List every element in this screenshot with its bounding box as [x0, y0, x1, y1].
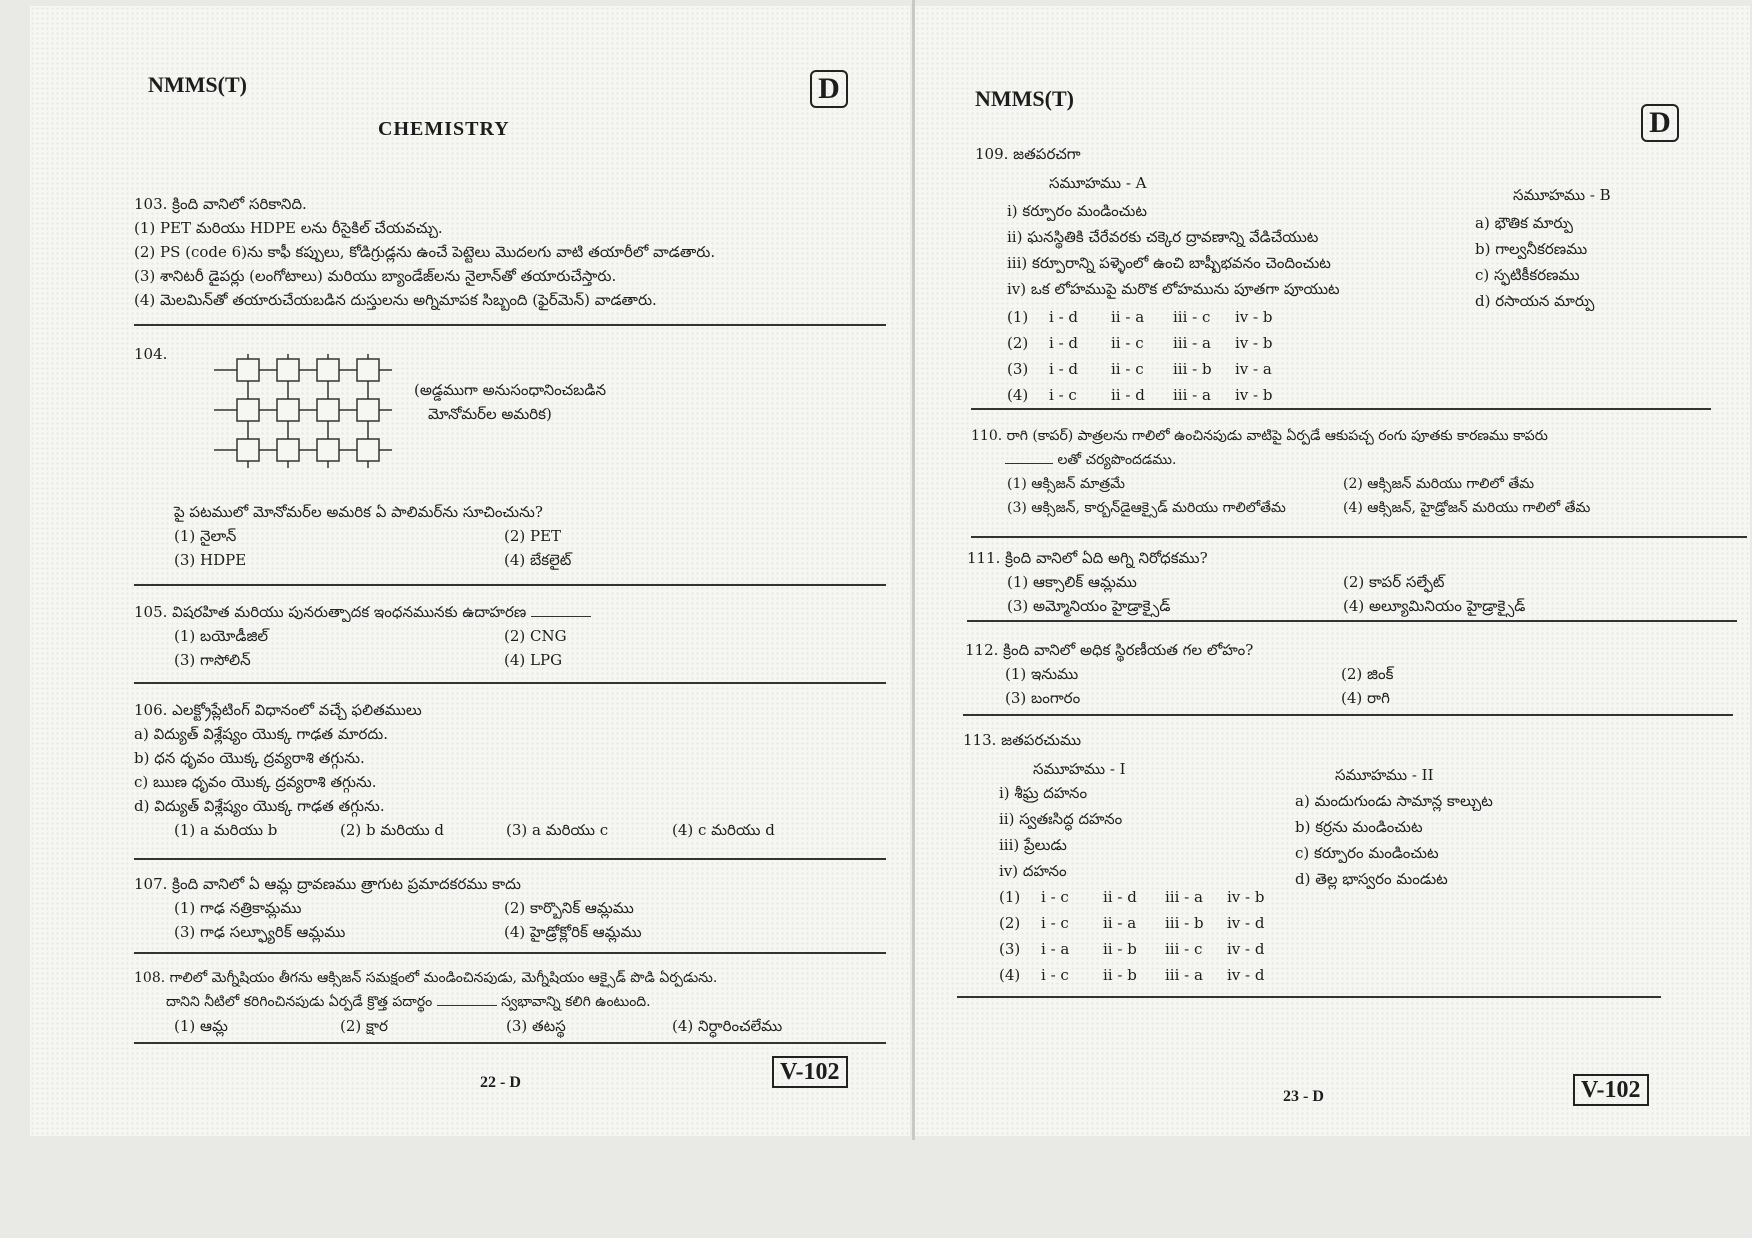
booklet-code: V-102: [772, 1056, 848, 1088]
option: (4) అల్యూమినియం హైడ్రాక్సైడ్: [1343, 597, 1526, 615]
list-item: iv) ఒక లోహముపై మరొక లోహమును పూతగా పూయుట: [1007, 280, 1340, 298]
question-107: [134, 872, 894, 944]
option: (4) బేకలైట్: [504, 551, 572, 569]
option: (2) క్షార: [340, 1017, 388, 1035]
question-stem: 107. క్రింది వానిలో ఏ ఆమ్ల ద్రావణము త్రాగుట ప్రమాదకరము కాదు: [134, 875, 521, 893]
exam-header: NMMS(T): [148, 72, 247, 97]
option: (3) a మరియు c: [506, 821, 609, 839]
group-a-list: [1007, 198, 1477, 302]
option: (3) గాసోలిన్: [174, 651, 251, 669]
option: (2) PS (code 6)ను కాఫీ కప్పులు, కోడిగ్రుడ్లను ఉంచే పెట్టెలు మొదలగు వాటి తయారీలో వాడతారు.: [134, 243, 716, 261]
list-item: c) స్ఫటికీకరణము: [1475, 266, 1580, 284]
divider: [971, 408, 1711, 410]
option: (1) గాఢ నత్రికామ్లము: [174, 899, 302, 917]
option: (4) i - c ii - b iii - a iv - d: [999, 966, 1265, 984]
divider: [134, 324, 886, 326]
question-stem: 112. క్రింది వానిలో అధిక స్థిరణీయత గల లోహం?: [965, 641, 1254, 659]
set-code-badge: D: [810, 70, 848, 108]
booklet-code: V-102: [1573, 1074, 1649, 1106]
list-item: i) కర్పూరం మండించుట: [1007, 202, 1147, 220]
option: (3) శానిటరీ డైపర్లు (లంగోటాలు) మరియు బ్యాండేజ్‌లను నైలాన్‌తో తయారుచేస్తారు.: [134, 267, 617, 285]
list-item: c) కర్పూరం మండించుట: [1295, 844, 1439, 862]
option: (3) తటస్థ: [506, 1017, 566, 1035]
group-b-title: సమూహము - B: [1513, 186, 1611, 204]
question-stem: 109. జతపరచగా: [975, 145, 1081, 163]
option: (1) i - d ii - a iii - c iv - b: [1007, 308, 1273, 326]
page-number: 22 - D: [480, 1074, 521, 1091]
question-stem: 106. ఎలక్ట్రోప్లేటింగ్ విధానంలో వచ్చే ఫలితములు: [134, 701, 422, 719]
option: (1) PET మరియు HDPE లను రీసైకిల్ చేయవచ్చు.: [134, 219, 443, 237]
question-stem: పై పటములో మోనోమర్‌ల అమరిక ఏ పాలిమర్‌ను సూచించును?: [174, 503, 543, 521]
option: (1) బయోడీజిల్: [174, 627, 269, 645]
list-item: a) భౌతిక మార్పు: [1475, 214, 1573, 232]
option: (3) i - d ii - c iii - b iv - a: [1007, 360, 1272, 378]
subject-title: CHEMISTRY: [378, 118, 510, 140]
option: (2) CNG: [504, 627, 567, 645]
list-item: a) మందుగుండు సామాన్ల కాల్చుట: [1295, 792, 1493, 810]
option: (4) నిర్ధారించలేము: [672, 1017, 783, 1035]
option: (1) a మరియు b: [174, 821, 278, 839]
option: (1) ఇనుము: [1005, 665, 1079, 683]
question-106: [134, 698, 894, 842]
option: (3) బంగారం: [1005, 689, 1081, 707]
divider: [134, 682, 886, 684]
statement: a) విద్యుత్ విశ్లేష్యం యొక్క గాఢత మారదు.: [134, 725, 388, 743]
list-item: iii) ప్రేలుడు: [999, 836, 1067, 854]
divider: [134, 858, 886, 860]
exam-header: NMMS(T): [975, 86, 1074, 111]
option: (2) i - d ii - c iii - a iv - b: [1007, 334, 1273, 352]
question-108: 108. గాలిలో మెగ్నీషియం తీగను ఆక్సిజన్ సమక్షంలో మండించినపుడు, మెగ్నీషియం ఆక్సైడ్ పొడి ఏర్పడును. దానిని నీటిలో కరిగించినపుడు ఏర్పడే క్రొత్త పదార్థం స్వభావాన్ని కలిగి ఉంటుంది. (1) ఆమ్ల (2) క్షార (3) తటస్థ (4) నిర్ధారించలేము: [134, 966, 904, 1038]
question-109: [975, 142, 1081, 166]
question-stem: 103. క్రింది వానిలో సరికానిది.: [134, 195, 307, 213]
question-stem: 110. రాగి (కాపర్) పాత్రలను గాలిలో ఉంచినపుడు వాటిపై ఏర్పడే ఆకుపచ్చ రంగు పూతకు కారణము కాపరు: [971, 428, 1548, 444]
divider: [957, 996, 1661, 998]
list-item: ii) ఘనస్థితికి చేరేవరకు చక్కెర ద్రావణాన్ని వేడిచేయుట: [1007, 228, 1319, 246]
group-ii-title: సమూహము - II: [1335, 766, 1434, 784]
option: (4) c మరియు d: [672, 821, 775, 839]
option: (3) i - a ii - b iii - c iv - d: [999, 940, 1265, 958]
question-104-body: [174, 500, 894, 572]
option: (2) ఆక్సిజన్ మరియు గాలిలో తేమ: [1343, 476, 1535, 492]
option: (2) జింక్: [1341, 665, 1394, 683]
group-ii-list: [1295, 788, 1595, 892]
divider: [134, 1042, 886, 1044]
page-number: 23 - D: [1283, 1088, 1324, 1105]
option: (1) i - c ii - d iii - a iv - b: [999, 888, 1265, 906]
option: (1) నైలాన్: [174, 527, 237, 545]
statement: b) ధన ధృవం యొక్క ద్రవ్యరాశి తగ్గును.: [134, 749, 365, 767]
question-103: [134, 192, 894, 312]
answer-blank: [437, 991, 497, 1006]
option: (4) హైడ్రోక్లోరిక్ ఆమ్లము: [504, 923, 642, 941]
question-number: 104.: [134, 345, 168, 363]
option: (1) ఆక్సాలిక్ ఆమ్లము: [1007, 573, 1137, 591]
match-options: [1007, 304, 1297, 408]
option: (1) ఆమ్ల: [174, 1017, 228, 1035]
question-105: [134, 600, 894, 672]
question-stem: 111. క్రింది వానిలో ఏది అగ్ని నిరోధకము?: [967, 549, 1208, 567]
option: (2) i - c ii - a iii - b iv - d: [999, 914, 1265, 932]
option: (3) గాఢ సల్ఫ్యూరిక్ ఆమ్లము: [174, 923, 346, 941]
divider: [967, 620, 1737, 622]
question-112: [965, 638, 1735, 710]
option: (4) ఆక్సిజన్, హైడ్రోజన్ మరియు గాలిలో తేమ: [1343, 500, 1591, 516]
option: (3) ఆక్సిజన్, కార్బన్‌డైఆక్సైడ్ మరియు గాలిలోతేమ: [1007, 500, 1286, 516]
option: (2) కార్బొనిక్ ఆమ్లము: [504, 899, 634, 917]
divider: [971, 536, 1747, 538]
divider: [134, 584, 886, 586]
list-item: b) గాల్వనీకరణము: [1475, 240, 1588, 258]
figure-caption: (అడ్డముగా అనుసంధానించబడిన మోనోమర్‌ల అమరిక): [414, 381, 607, 423]
statement: c) ఋణ ధృవం యొక్క ద్రవ్యరాశి తగ్గును.: [134, 773, 377, 791]
list-item: i) శీఘ్ర దహనం: [999, 784, 1088, 802]
list-item: ii) స్వతఃసిద్ధ దహనం: [999, 810, 1123, 828]
option: (4) మెలమిన్‌తో తయారుచేయబడిన దుస్తులను అగ్నిమాపక సిబ్బంది (ఫైర్‌మెన్) వాడతారు.: [134, 291, 657, 309]
option: (4) i - c ii - d iii - a iv - b: [1007, 386, 1273, 404]
answer-blank: [1005, 449, 1053, 464]
option: (4) LPG: [504, 651, 563, 669]
divider: [134, 952, 886, 954]
answer-blank: [531, 602, 591, 617]
option: (3) అమ్మోనియం హైడ్రాక్సైడ్: [1007, 597, 1171, 615]
list-item: d) రసాయన మార్పు: [1475, 292, 1595, 310]
monomer-crosslink-figure: [208, 350, 398, 474]
question-113: [963, 728, 1081, 752]
list-item: iv) దహనం: [999, 862, 1067, 880]
list-item: d) తెల్ల భాస్వరం మండుట: [1295, 870, 1448, 888]
list-item: iii) కర్పూరాన్ని పళ్ళెంలో ఉంచి బాష్పీభవనం చెందించుట: [1007, 254, 1331, 272]
set-code-badge: D: [1641, 104, 1679, 142]
option: (2) PET: [504, 527, 562, 545]
question-stem: 113. జతపరచుము: [963, 731, 1082, 749]
option: (1) ఆక్సిజన్ మాత్రమే: [1007, 476, 1125, 492]
right-page: [915, 6, 1750, 1136]
divider: [963, 714, 1733, 716]
left-page: [30, 6, 910, 1136]
group-a-title: సమూహము - A: [1049, 174, 1147, 192]
question-110: 110. రాగి (కాపర్) పాత్రలను గాలిలో ఉంచినపుడు వాటిపై ఏర్పడే ఆకుపచ్చ రంగు పూతకు కారణము కాపరు లతో చర్యపొందడము. (1) ఆక్సిజన్ మాత్రమే (2) ఆక్సిజన్ మరియు గాలిలో తేమ (3) ఆక్సిజన్, కార్బన్‌డైఆక్సైడ్ మరియు గాలిలోతేమ (4) ఆక్సిజన్, హైడ్రోజన్ మరియు గాలిలో తేమ: [971, 424, 1741, 520]
list-item: b) కర్రను మండించుట: [1295, 818, 1423, 836]
option: (3) HDPE: [174, 551, 247, 569]
question-111: [967, 546, 1737, 618]
group-i-list: [999, 780, 1289, 884]
statement: d) విద్యుత్ విశ్లేష్యం యొక్క గాఢత తగ్గును.: [134, 797, 385, 815]
group-b-list: [1475, 210, 1745, 314]
option: (2) b మరియు d: [340, 821, 445, 839]
option: (2) కాపర్ సల్ఫేట్: [1343, 573, 1445, 591]
group-i-title: సమూహము - I: [1033, 760, 1126, 778]
option: (4) రాగి: [1341, 689, 1390, 707]
question-stem: 108. గాలిలో మెగ్నీషియం తీగను ఆక్సిజన్ సమక్షంలో మండించినపుడు, మెగ్నీషియం ఆక్సైడ్ పొడి ఏర్పడును.: [134, 970, 718, 986]
question-stem: 105. విషరహిత మరియు పునరుత్పాదక ఇంధనమునకు ఉదాహరణ: [134, 603, 527, 621]
match-options: [999, 884, 1289, 988]
